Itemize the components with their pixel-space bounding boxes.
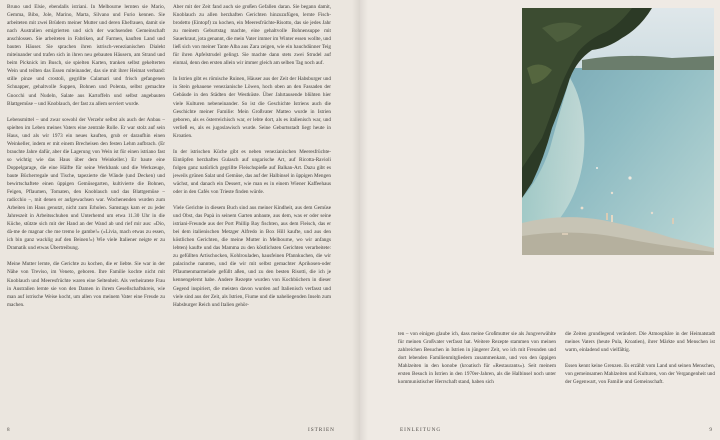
paragraph: ten – von einigen glaube ich, dass meine Großmutter sie als Jungverwählte für meinen Großvater verfasst hat. Weitere Rezepte stammen von meinen zahlreichen Besuchen in Istrien in jüngerer Zeit, wo ich mit Freunden und dort lebenden Familienmitgliedern zusammenkam, und von den üppigen Mahlzeiten in den konobe (kroatisch für «Restaurants»). Seit meinem ersten Besuch in Istrien in den 1970er-Jahren, als die Halbinsel noch unter kommunistischer Herrschaft stand, haben sich (398, 331, 556, 386)
left-column-2 (173, 3, 331, 410)
paragraph: Viele Gerichte in diesem Buch sind aus meiner Kindheit, aus dem Gemüse und Obst, das Papà in seinem Garten anbaute, aus dem, was er oder seine istriani-Freunde aus der Port Phillip Bay fischten, aus dem Fleisch, das er bei dem italienischen Metzger Alfredo in Box Hill kaufte, und aus den köstlichen Gerichten, die meine Mutter in Melbourne, wo wir anfangs lebten) kaufte und das Mamma zu den köstlichsten Gerichten verarbeitete: zu gefüllten Artischocken, Kohlrouladen, hausfeinen Pfannkuchen, die wir palacinche nannten, und die wir mit selbst gemachter Aprikosen-oder Pflaumenmarmelade gefüllt aßen, und zu den besten Risotti, die ich je kennengelernt habe. Andere Rezepte wurden von Kochbüchern in dieser Gegend inspiriert, die meisten davon wurden auf Italienisch verfasst und viele sind aus der Zeit, als Istrien, Fiume und die naheliegenden Inseln zum Habsburger Reich und Italien gehör- (173, 205, 331, 308)
paragraph: Aber mit der Zeit fand auch sie großen Gefallen daran. Sie begann damit, Knoblauch zu allen herzhaften Gerichten hinzuzufügen, lernte Fisch-brodetto (Eintopf) zu kochen, ein Meeresfrüchte-Risotto, das sie jedes Jahr zu meinem Geburtstag machte, eine gehaltvolle Bohnensuppe mit Sauerkraut, jota genannt, die mein Vater immer im Winter essen wollte, und ließ sich von meiner Tante Alba aus Zara zeigen, wie ein hauchdünner Teig für ihren Apfelstrudel gelingt. Sie machte dann stets zwei Strudel auf einmal, denn den ersten allein wir immer gleich am selben Tag noch auf. (173, 4, 331, 67)
photo-illustration (522, 8, 714, 255)
right-column-2 (565, 330, 715, 410)
paragraph: Meine Mutter lernte, die Gerichte zu kochen, die er liebte. Sie war in der Nähe von Treviso, im Veneto, geboren. Ihre Familie kochte nicht mit Knoblauch und Meeresfrüchte waren eine Seltenheit. Als verheiratete Frau in Australien lernte sie von den Damen in ihrem Gesellschaftskreis, wie man auf istrische Weise kocht, um allen von meinem Vater eine Freude zu machen. (7, 261, 165, 308)
right-column-1 (398, 330, 556, 410)
page-number-right: 9 (709, 427, 713, 433)
paragraph: Lebensmittel – und zwar sowohl der Verzehr selbst als auch der Anbau – spielten im Leben meines Vaters eine zentrale Rolle. Er war stolz auf sein Haus, und als wir 1973 ein neues kauften, grub er daraufhin einen Weinkeller, indem er mit einem Brecheisen den festen Lehm aufbrach. (Er brauchte Jahre dafür, aber die Lagerung von Wein ist für einen istriano fast so wichtig wie das Haus über dem Weinkeller.) Er baute eine Doppelgarage, die eine Hälfte für seine Werkbank und die Werkzeuge, baute Bücherregale und Tische, tapezierte die Wände (und Decken) und bewirtschaftete einen üppigen Gemüsegarten, kultivierte die Bohnen, Feigen, Pflaumen, Tomaten, den Knoblauch und das Blattgemüse – radicchio –, mit denen er aufgewachsen war. Wochenenden wurden zum Arbeiten im Haus genutzt, nicht zum Erholen. Samstags kam er zu jeder Jahreszeit in Arbeitsschuhen und Unterhemd um etwa 11.30 Uhr in die Küche, stützte sich mit der Hand an der Wand ab und rief mir aus: «Dio, dà-me de magnar che me tremo le gambe!» («Livia, mach etwas zu essen, ich bin ganz wacklig auf den Beinen!») Wie viele Italiener neigte er zu Dramatik und etwas Übertreibung. (7, 116, 165, 252)
paragraph: die Zeiten grundlegend verändert. Die Atmosphäre in der Heimatstadt meines Vaters (heute Pula, Kroatien), ihrer Märkte und Menschen ist warm, einladend und vielfältig. (565, 331, 715, 354)
running-head-right: EINLEITUNG (400, 427, 442, 433)
right-page (360, 0, 720, 440)
paragraph: Essen kennt keine Grenzen. Es erzählt vom Land und seinen Menschen, von gemeinsamen Mahlzeiten und Kulturen, von der Vergangenheit und der Gegenwart, von Familie und Gemeinschaft. (565, 363, 715, 386)
paragraph: Bruno und Elsie, ebendalls istriani. In Melbourne lernten sie Mario, Gemma, Bibo, Jole, Marino, Marta, Silvano und Furio kennen. Sie arbeiteten mit zwei Brüdern meiner Mutter und deren Ehefrauen, damit sie nach Australien emigrierten und sich der wachsenden Gemeinschaft anschlossen. Sie arbeiteten in Fabriken, auf Farmen, kauften Land und bauten Häuser. Sie sprachen ihren istrisch-venezianischen Dialekt miteinander und trafen sich in ihren neu gebauten Häusern, am Strand und beim Picknick im Busch, sie spielten Karten, tranken selbst gekelterten Wein und teilten das Essen miteinander, das sie mit ihrer Heimat verband: stille pinze und crostoli, gegrillte Calamari und frisch gefangenen Schnapper, gehaltvolle Suppen, Bohnen und Polenta, selbst gemachte Gnocchi und Nudeln, Salate aus Kartoffeln und selbst angebauten Blattgemüse – und Knoblauch, der fast zu allem serviert wurde. (7, 4, 165, 107)
paragraph: In der istrischen Küche gibt es neben venezianischen Meeresfrüchte-Eintöpfen herzhaftes Gulasch auf ungarische Art, auf Ricotta-Ravioli folgen ganz natürlich gegrillte Fleischspieße auf Balkan-Art. Dazu gibt es jeweils grünen Salat und Gemüse, das auf der Halbinsel in üppigen Mengen wächst, und danach ein Dessert, wie man es in einem Wiener Kaffeehaus oder in den Cafés von Trieste finden würde. (173, 148, 331, 195)
left-column-1 (7, 3, 165, 410)
page-number-left: 8 (7, 427, 11, 433)
coastal-bay-photo (522, 8, 714, 255)
running-head-left: ISTRIEN (308, 427, 335, 433)
paragraph: In Istrien gibt es römische Ruinen, Häuser aus der Zeit der Habsburger und in Stein gehauene venezianische Löwen, hoch oben an den Fassaden der Gebäude in den Städten der Westküste. Über Jahrtausende blühten hier viele Kulturen nebeneinander. So ist die Geschichte Istriens auch die Geschichte meiner Familie: Mein Großvater Matteo wurde in Istrien geboren, als es österreichisch war, er lebte dort, als es italienisch war, und verließ es, als es jugoslawisch wurde. Seine Geburtsstadt liegt heute in Kroatien. (173, 76, 331, 139)
